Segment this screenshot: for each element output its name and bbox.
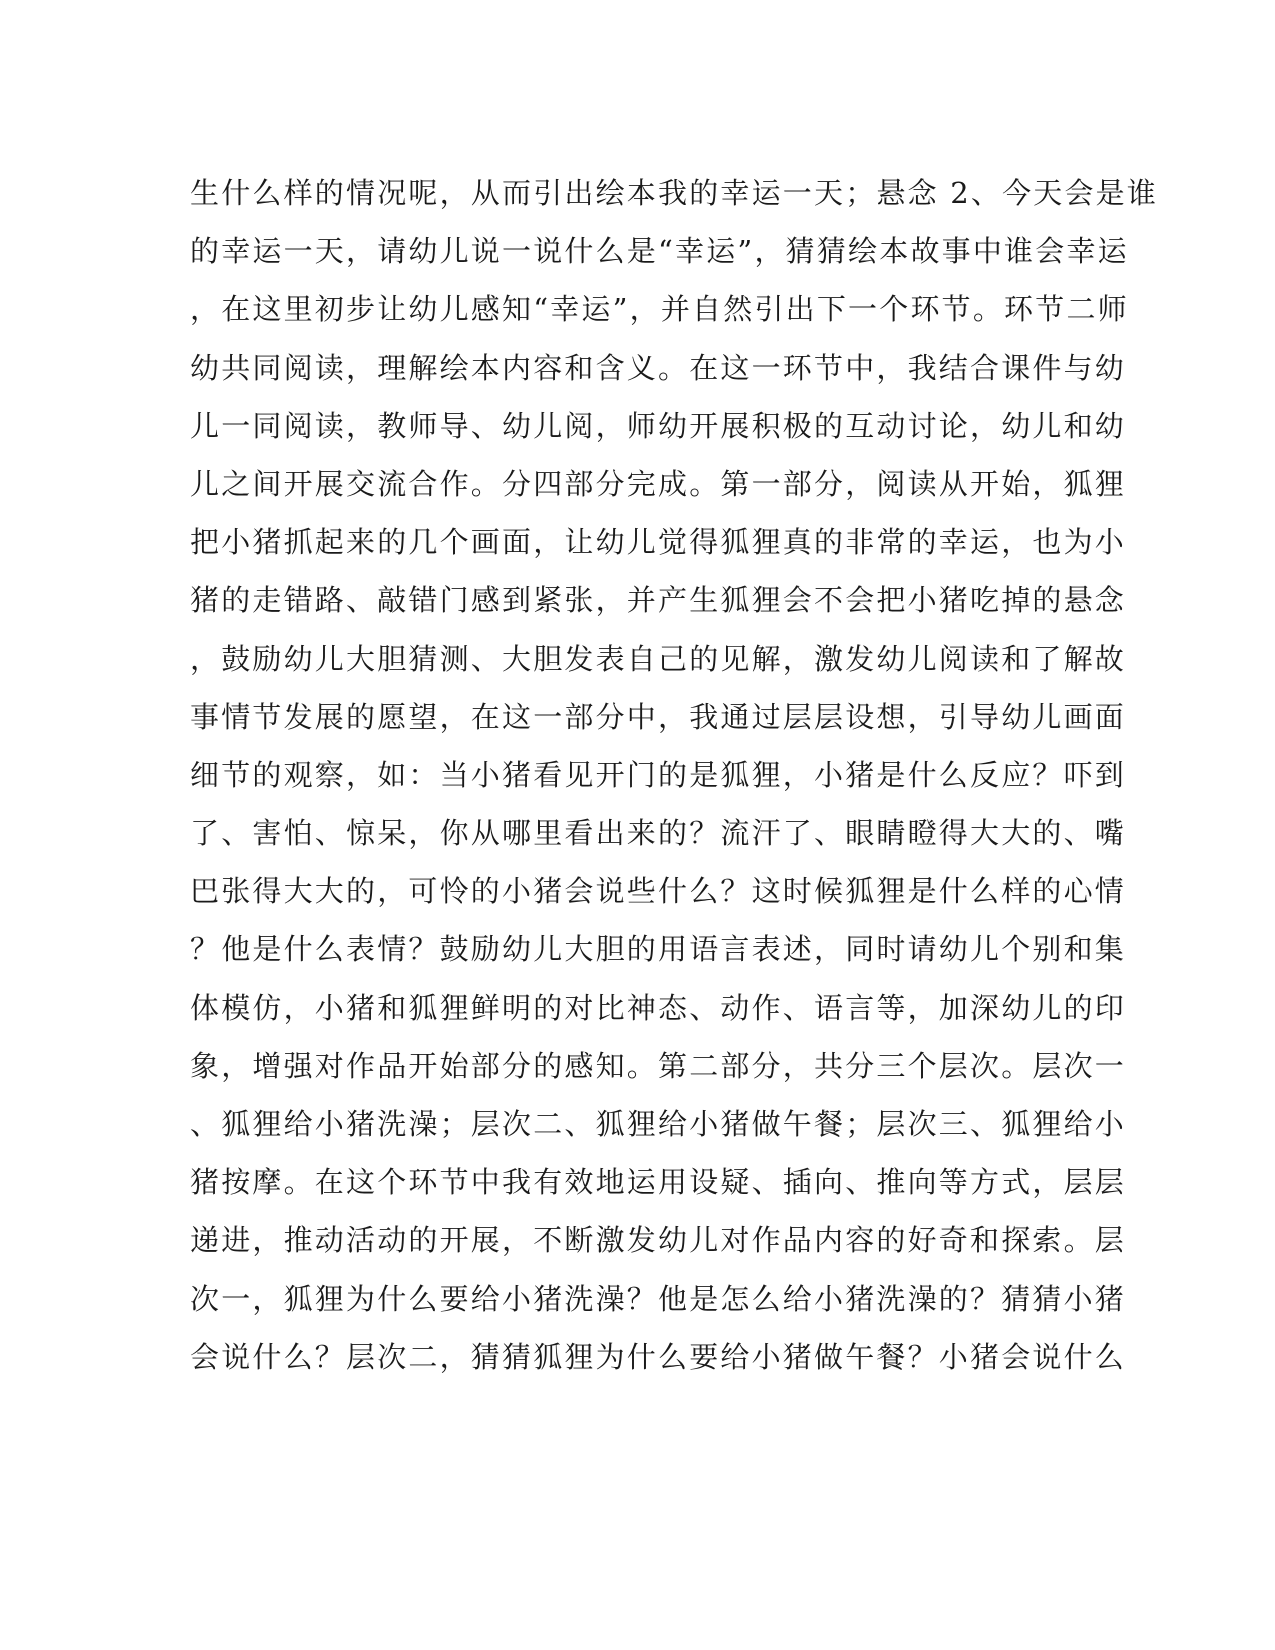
body-text xyxy=(190,164,1159,1386)
text-line: 幼共同阅读，理解绘本内容和含义。在这一环节中，我结合课件与幼 xyxy=(190,350,1127,385)
text-line: 猪的走错路、敲错门感到紧张，并产生狐狸会不会把小猪吃掉的悬念 xyxy=(190,583,1127,618)
text-line: 把小猪抓起来的几个画面，让幼儿觉得狐狸真的非常的幸运，也为小 xyxy=(190,525,1127,560)
text-line: ？他是什么表情？鼓励幼儿大胆的用语言表述，同时请幼儿个别和集 xyxy=(190,932,1127,967)
text-line: 巴张得大大的，可怜的小猪会说些什么？这时候狐狸是什么样的心情 xyxy=(190,874,1127,909)
text-line: 次一，狐狸为什么要给小猪洗澡？他是怎么给小猪洗澡的？猜猜小猪 xyxy=(190,1281,1127,1316)
text-line: 儿之间开展交流合作。分四部分完成。第一部分，阅读从开始，狐狸 xyxy=(190,466,1127,501)
text-line: 体模仿，小猪和狐狸鲜明的对比神态、动作、语言等，加深幼儿的印 xyxy=(190,990,1127,1025)
text-line: 、狐狸给小猪洗澡；层次二、狐狸给小猪做午餐；层次三、狐狸给小 xyxy=(190,1107,1127,1141)
text-line: 递进，推动活动的开展，不断激发幼儿对作品内容的好奇和探索。层 xyxy=(190,1223,1127,1258)
text-line: ，在这里初步让幼儿感知“幸运”，并自然引出下一个环节。环节二师 xyxy=(190,292,1129,327)
text-line: 细节的观察，如：当小猪看见开门的是狐狸，小猪是什么反应？吓到 xyxy=(190,757,1127,792)
text-line: ，鼓励幼儿大胆猜测、大胆发表自己的见解，激发幼儿阅读和了解故 xyxy=(190,641,1127,676)
text-line: 象，增强对作品开始部分的感知。第二部分，共分三个层次。层次一 xyxy=(190,1048,1127,1083)
text-line: 儿一同阅读，教师导、幼儿阅，师幼开展积极的互动讨论，幼儿和幼 xyxy=(190,408,1127,443)
text-line: 猪按摩。在这个环节中我有效地运用设疑、插向、推向等方式，层层 xyxy=(190,1165,1127,1200)
text-line: 的幸运一天，请幼儿说一说什么是“幸运”，猜猜绘本故事中谁会幸运 xyxy=(190,234,1129,269)
text-line: 了、害怕、惊呆，你从哪里看出来的？流汗了、眼睛瞪得大大的、嘴 xyxy=(190,816,1127,851)
text-line: 会说什么？层次二，猜猜狐狸为什么要给小猪做午餐？小猪会说什么 xyxy=(190,1339,1127,1374)
text-line: 事情节发展的愿望，在这一部分中，我通过层层设想，引导幼儿画面 xyxy=(190,699,1127,734)
text-line: 生什么样的情况呢，从而引出绘本我的幸运一天；悬念 2、今天会是谁 xyxy=(190,176,1159,210)
